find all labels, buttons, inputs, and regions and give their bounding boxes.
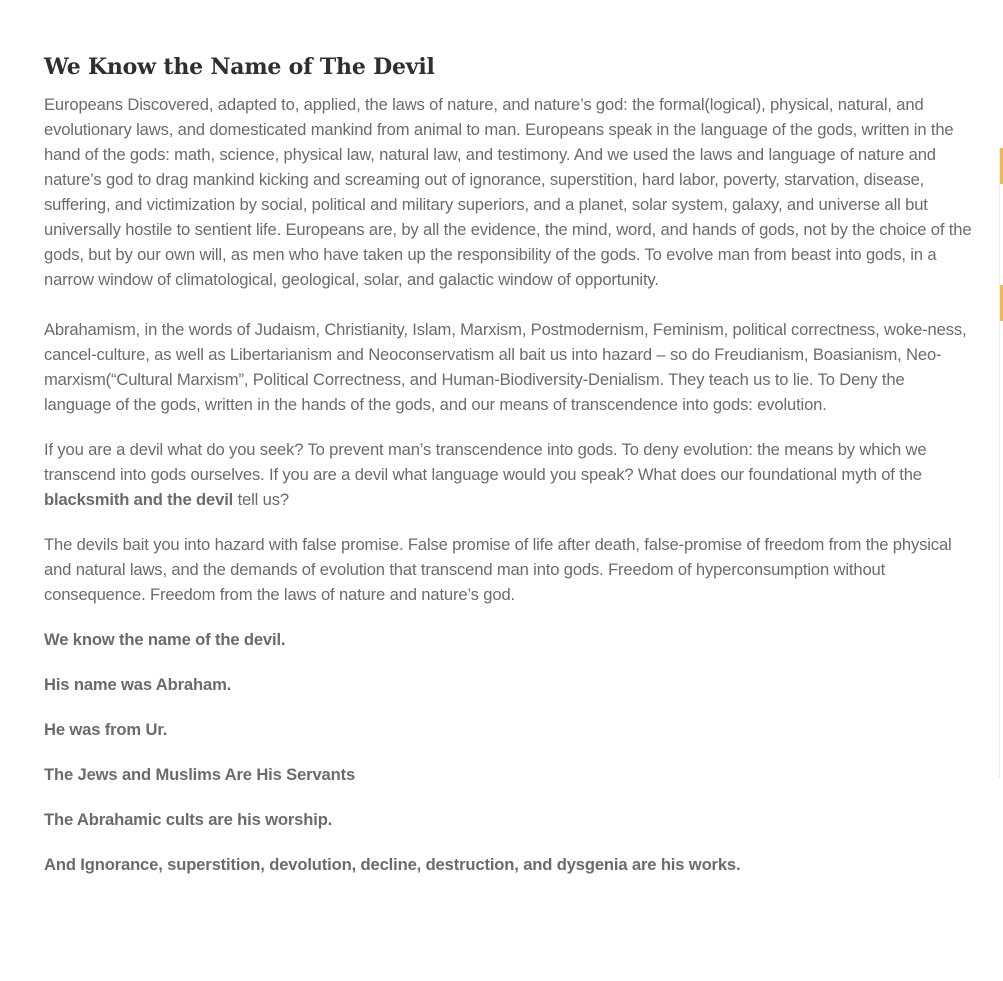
paragraph-false-promise: The devils bait you into hazard with false promise. False promise of life after death, false-promise of freedom from the physical and natural laws, and the demands of evolution that transcend man into gods. Freedom of hyperconsumption without consequence. Freedom from the laws of nature and nature’s god. [44,535,952,604]
paragraph-devil-question-tail: tell us? [233,490,289,509]
paragraph-devil-question-text: If you are a devil what do you seek? To prevent man’s transcendence into gods. To deny evolution: the means by which we transcend into gods ourselves. If you are a devil what language would you speak? What does our foundational myth of the [44,440,927,484]
blacksmith-devil-emphasis: blacksmith and the devil [44,490,234,509]
bold-line-works: And Ignorance, superstition, devolution, decline, destruction, and dysgenia are his works. [44,855,741,874]
side-scroll-track[interactable] [999,148,1003,778]
paragraph-europeans: Europeans Discovered, adapted to, applied, the laws of nature, and nature’s god: the formal(logical), physical, natural, and evolutionary laws, and domesticated mankind from animal to man. Europeans speak in the language of the gods, written in the hand of the gods: math, science, physical law, natural law, and testimony. And we used the laws and language of nature and nature’s god to drag mankind kicking and screaming out of ignorance, superstition, hard labor, poverty, starvation, disease, suffering, and victimization by social, political and military superiors, and a planet, solar system, galaxy, and universe all but universally hostile to sentient life. Europeans are, by all the evidence, the mind, word, and hands of gods, not by the choice of the gods, but by our own will, as men who have taken up the responsibility of the gods. To evolve man from beast into gods, in a narrow window of climatological, geological, solar, and galactic window of opportunity. [44,95,972,289]
bold-line-name-of-devil: We know the name of the devil. [44,630,286,649]
bold-line-servants: The Jews and Muslims Are His Servants [44,765,356,784]
bold-line-abraham: His name was Abraham. [44,675,232,694]
bold-line-ur: He was from Ur. [44,720,168,739]
paragraph-abrahamism: Abrahamism, in the words of Judaism, Christianity, Islam, Marxism, Postmodernism, Feminism, political correctness, woke-ness, cancel-culture, as well as Libertarianism and Neoconservatism all bait us into hazard – so do Freudianism, Boasianism, Neo-marxism(“Cultural Marxism”, Political Correctness, and Human-Biodiversity-Denialism. They teach us to lie. To Deny the language of the gods, written in the hands of the gods, and our means of transcendence into gods: evolution. [44,320,967,414]
article [44,51,974,897]
article-title: We Know the Name of The Devil [44,54,435,80]
paragraph-devil-question [44,437,974,512]
bold-line-worship: The Abrahamic cults are his worship. [44,810,333,829]
